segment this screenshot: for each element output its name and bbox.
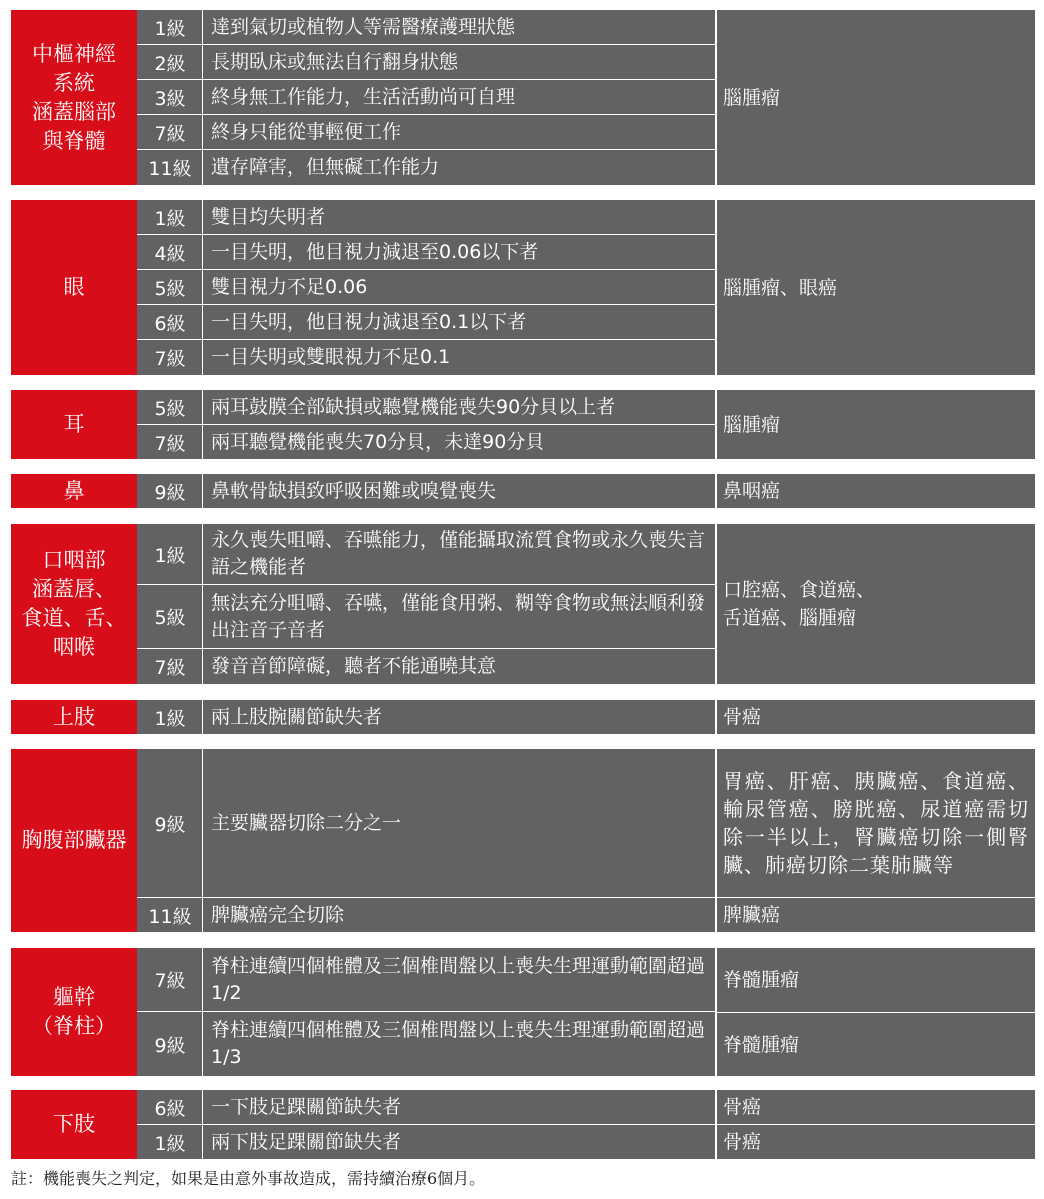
condition-cell: 長期臥床或無法自行翻身狀態 [211, 50, 459, 73]
condition-cell: 雙目視力不足0.06 [211, 275, 368, 298]
table-row [137, 150, 715, 185]
condition-cell: 脊柱連續四個椎體及三個椎間盤以上喪失生理運動範圍超過1/3 [211, 1019, 706, 1068]
table-row [137, 10, 715, 45]
cancer-cell: 脊髓腫瘤 [723, 969, 800, 991]
table-row [137, 474, 715, 508]
level-cell: 5級 [138, 270, 203, 304]
level-cell: 7級 [138, 115, 203, 149]
cancer-column [715, 474, 1035, 508]
cancer-cell: 鼻咽癌 [723, 480, 781, 502]
category-label: 下肢 [11, 1090, 137, 1159]
level-cell: 1級 [138, 1125, 203, 1159]
table-row [137, 340, 715, 375]
cancer-cell: 腦腫瘤、眼癌 [723, 276, 838, 299]
condition-cell: 終身無工作能力，生活活動尚可自理 [211, 85, 516, 108]
condition-cell: 一下肢足踝關節缺失者 [211, 1095, 402, 1118]
cancer-column [715, 700, 1035, 734]
level-cell: 5級 [138, 390, 203, 424]
table-row [137, 700, 715, 734]
level-cell: 4級 [138, 235, 203, 269]
condition-cell: 脾臟癌完全切除 [211, 903, 345, 926]
cancer-cell: 骨癌 [723, 706, 762, 728]
table-row [137, 425, 715, 459]
category-label: 眼 [11, 200, 137, 375]
cancer-cell: 脊髓腫瘤 [717, 1012, 1035, 1076]
condition-cell: 兩下肢足踝關節缺失者 [211, 1130, 402, 1153]
cancer-cell: 口腔癌、食道癌、 舌道癌、腦腫瘤 [723, 579, 876, 629]
condition-grid [137, 749, 715, 932]
cancer-column [715, 1090, 1035, 1159]
condition-cell: 發音音節障礙，聽者不能通曉其意 [211, 655, 497, 677]
condition-cell: 雙目均失明者 [211, 205, 326, 228]
table-row [137, 749, 715, 898]
table-row [137, 948, 715, 1012]
table-row [137, 524, 715, 585]
category-label: 軀幹 （脊柱） [11, 948, 137, 1076]
condition-cell: 無法充分咀嚼、吞嚥，僅能食用粥、糊等食物或無法順利發出注音子音者 [211, 591, 706, 641]
condition-cell: 兩耳聽覺機能喪失70分貝，未達90分貝 [211, 430, 545, 453]
cancer-cell: 骨癌 [723, 1096, 762, 1118]
condition-cell: 遺存障害，但無礙工作能力 [211, 156, 440, 178]
condition-cell: 主要臟器切除二分之一 [211, 811, 402, 834]
condition-cell: 兩上肢腕關節缺失者 [211, 705, 383, 728]
condition-cell: 兩耳鼓膜全部缺損或聽覺機能喪失90分貝以上者 [211, 395, 616, 418]
level-cell: 7級 [138, 425, 203, 459]
condition-grid [137, 474, 715, 508]
section-upper-limb [11, 700, 1035, 734]
level-cell: 1級 [138, 10, 203, 44]
condition-grid [137, 200, 715, 375]
condition-grid [137, 524, 715, 684]
condition-cell: 鼻軟骨缺損致呼吸困難或嗅覺喪失 [211, 479, 497, 502]
cancer-column [715, 390, 1035, 459]
level-cell: 2級 [138, 45, 203, 79]
level-cell: 11級 [138, 898, 203, 932]
condition-cell: 一目失明，他目視力減退至0.06以下者 [211, 240, 539, 263]
table-row [137, 585, 715, 649]
level-cell: 5級 [138, 585, 203, 648]
condition-cell: 終身只能從事輕便工作 [211, 120, 402, 143]
table-row [137, 270, 715, 305]
condition-cell: 一目失明，他目視力減退至0.1以下者 [211, 310, 527, 333]
table-row [137, 45, 715, 80]
level-cell: 6級 [138, 305, 203, 339]
table-row [137, 115, 715, 150]
cancer-column [715, 524, 1035, 684]
table-row [137, 390, 715, 425]
table-row [137, 1090, 715, 1125]
cancer-column [715, 10, 1035, 185]
level-cell: 9級 [138, 1012, 203, 1076]
cancer-cell: 腦腫瘤 [723, 413, 781, 436]
condition-cell: 永久喪失咀嚼、吞嚥能力，僅能攝取流質食物或永久喪失言語之機能者 [211, 529, 706, 578]
condition-cell: 達到氣切或植物人等需醫療護理狀態 [211, 15, 516, 38]
table-row [137, 649, 715, 684]
section-eye [11, 200, 1035, 375]
section-thoracoabdominal [11, 749, 1035, 932]
section-trunk [11, 948, 1035, 1076]
level-cell: 6級 [138, 1090, 203, 1124]
section-nose [11, 474, 1035, 508]
category-label: 口咽部 涵蓋唇、 食道、舌、 咽喉 [11, 524, 137, 684]
category-label: 上肢 [11, 700, 137, 734]
category-label: 鼻 [11, 474, 137, 508]
condition-cell: 一目失明或雙眼視力不足0.1 [211, 346, 451, 368]
condition-grid [137, 390, 715, 459]
cancer-column [715, 200, 1035, 375]
table-row [137, 898, 715, 932]
cancer-cell: 脾臟癌 [717, 897, 1035, 932]
category-label: 耳 [11, 390, 137, 459]
cancer-cell: 腦腫瘤 [723, 86, 781, 109]
table-row [137, 80, 715, 115]
cancer-cell: 胃癌、肝癌、胰臟癌、食道癌、輸尿管癌、膀胱癌、尿道癌需切除一半以上，腎臟癌切除一側腎臟、肺癌切除二葉肺臟等 [723, 769, 1029, 877]
level-cell: 9級 [138, 749, 203, 897]
category-label: 中樞神經 系統 涵蓋腦部 與脊髓 [11, 10, 137, 185]
level-cell: 1級 [138, 700, 203, 734]
level-cell: 9級 [138, 474, 203, 508]
footnote: 註：機能喪失之判定，如果是由意外事故造成，需持續治療6個月。 [11, 1169, 486, 1188]
table-row [137, 200, 715, 235]
condition-grid [137, 10, 715, 185]
level-cell: 11級 [138, 150, 203, 185]
section-lower-limb [11, 1090, 1035, 1159]
table-row [137, 235, 715, 270]
category-label: 胸腹部臟器 [11, 749, 137, 932]
table-row [137, 1012, 715, 1076]
table-row [137, 305, 715, 340]
cancer-cell: 骨癌 [717, 1124, 1035, 1159]
condition-grid [137, 700, 715, 734]
level-cell: 3級 [138, 80, 203, 114]
section-cns [11, 10, 1035, 185]
section-ear [11, 390, 1035, 459]
table-row [137, 1125, 715, 1159]
level-cell: 1級 [138, 524, 203, 584]
level-cell: 7級 [138, 948, 203, 1011]
condition-grid [137, 948, 715, 1076]
condition-cell: 脊柱連續四個椎體及三個椎間盤以上喪失生理運動範圍超過1/2 [211, 954, 706, 1004]
condition-grid [137, 1090, 715, 1159]
cancer-column [715, 749, 1035, 932]
level-cell: 7級 [138, 649, 203, 684]
level-cell: 7級 [138, 340, 203, 375]
section-oropharynx [11, 524, 1035, 684]
cancer-column [715, 948, 1035, 1076]
level-cell: 1級 [138, 200, 203, 234]
